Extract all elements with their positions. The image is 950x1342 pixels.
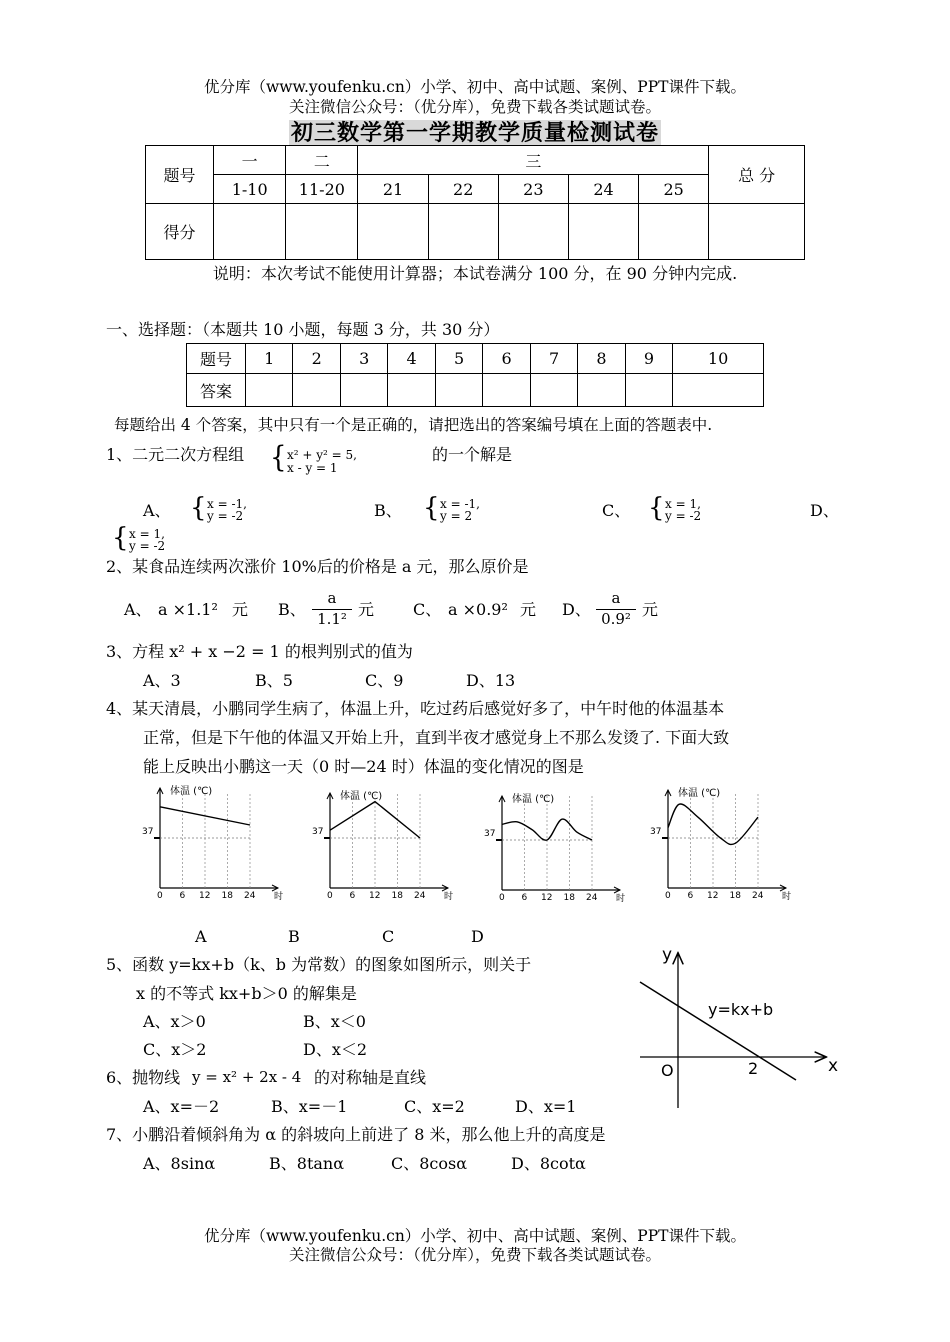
q4-option-d[interactable]: D bbox=[471, 927, 484, 946]
graph-x-tick: 24 bbox=[752, 891, 764, 901]
page-title-text: 初三数学第一学期教学质量检测试卷 bbox=[290, 120, 659, 146]
section-1-title: 一、选择题：（本题共 10 小题，每题 3 分，共 30 分） bbox=[106, 320, 500, 339]
q1-option-a-x: x = -1, bbox=[207, 497, 247, 511]
q4-line-3: 能上反映出小鹏这一天（0 时—24 时）体温的变化情况的图是 bbox=[143, 757, 584, 776]
graph-x-tick: 12 bbox=[707, 891, 719, 901]
q6-option-b[interactable]: B、x=－1 bbox=[271, 1097, 348, 1116]
graph-x-tick: 24 bbox=[244, 891, 256, 901]
q5-label-y: y bbox=[662, 945, 673, 965]
q2-option-d-numerator: a bbox=[611, 589, 621, 607]
graph-x-tick: 0 bbox=[157, 891, 163, 901]
q6-option-d[interactable]: D、x=1 bbox=[515, 1097, 577, 1116]
q1-option-b-x: x = -1, bbox=[440, 497, 480, 511]
answer-table-number: 1 bbox=[246, 344, 293, 374]
graph-x-tick: 0 bbox=[665, 891, 671, 901]
q7-option-d[interactable]: D、8cotα bbox=[511, 1154, 586, 1173]
q1-option-d-y: y = -2 bbox=[129, 539, 166, 553]
graph-x-tick: 24 bbox=[586, 893, 598, 903]
instructions: 说明：本次考试不能使用计算器；本试卷满分 100 分，在 90 分钟内完成. bbox=[212, 264, 738, 283]
q4-option-b[interactable]: B bbox=[288, 927, 300, 946]
graph-x-tick: 18 bbox=[221, 891, 233, 901]
header-line-1: 优分库（www.youfenku.cn）小学、初中、高中试题、案例、PPT课件下载。 bbox=[203, 78, 747, 96]
q5-option-c[interactable]: C、x＞2 bbox=[143, 1040, 207, 1059]
q1-option-a-brace: { bbox=[190, 493, 207, 523]
footer-line-2: 关注微信公众号：（优分库），免费下载各类试题试卷。 bbox=[288, 1246, 661, 1264]
q3-option-c[interactable]: C、9 bbox=[365, 671, 404, 690]
score-table-sub: 25 bbox=[639, 175, 709, 204]
score-table-section-1: 一 bbox=[214, 146, 286, 175]
q2-option-b-unit: 元 bbox=[358, 600, 375, 619]
q3-option-a[interactable]: A、3 bbox=[143, 671, 181, 690]
q6-expr: y = x² + 2x - 4 bbox=[192, 1068, 302, 1086]
q2-option-d-denominator: 0.9² bbox=[596, 609, 636, 628]
q5-graph bbox=[630, 940, 850, 1120]
score-table-total: 总 分 bbox=[709, 146, 805, 204]
graph-x-label: 时 bbox=[444, 892, 454, 902]
q3-stem: 3、方程 x² + x −2 = 1 的根判别式的值为 bbox=[106, 642, 413, 661]
graph-x-tick: 0 bbox=[499, 893, 505, 903]
q7-stem: 7、小鹏沿着倾斜角为 α 的斜坡向上前进了 8 米，那么他上升的高度是 bbox=[106, 1125, 606, 1144]
graph-x-tick: 6 bbox=[521, 893, 528, 903]
q1-option-c-label: C、 bbox=[602, 501, 631, 520]
q1-brace: { bbox=[270, 441, 287, 475]
score-table-section-3: 三 bbox=[358, 146, 709, 175]
q5-line-2: x 的不等式 kx+b＞0 的解集是 bbox=[136, 984, 357, 1003]
graph-x-tick: 18 bbox=[391, 891, 403, 901]
q3-option-b[interactable]: B、5 bbox=[255, 671, 293, 690]
score-table-sub: 24 bbox=[568, 175, 638, 204]
q2-option-d-label: D、 bbox=[562, 600, 591, 619]
q2-option-a-unit: 元 bbox=[232, 600, 249, 619]
q7-option-a[interactable]: A、8sinα bbox=[143, 1154, 216, 1173]
q6-stem-end: 的对称轴是直线 bbox=[314, 1068, 427, 1087]
header-line-2: 关注微信公众号：（优分库），免费下载各类试题试卷。 bbox=[288, 98, 661, 116]
q1-option-c-x: x = 1, bbox=[665, 497, 701, 511]
q1-option-c-brace: { bbox=[648, 493, 665, 523]
answer-table-number: 3 bbox=[340, 344, 387, 374]
q1-option-a-label: A、 bbox=[143, 501, 171, 520]
score-table-sub: 1-10 bbox=[214, 175, 286, 204]
graph-x-label: 时 bbox=[274, 892, 284, 902]
graph-y-label: 体温 (℃) bbox=[170, 786, 213, 797]
q2-option-c-label: C、 bbox=[413, 600, 442, 619]
q1-option-d-brace: { bbox=[112, 523, 129, 553]
graph-label-37: 37 bbox=[650, 827, 662, 837]
q5-line-1: 5、函数 y=kx+b（k、b 为常数）的图象如图所示，则关于 bbox=[106, 955, 532, 974]
q2-option-c-unit: 元 bbox=[520, 600, 537, 619]
q2-option-a-label: A、 bbox=[124, 600, 152, 619]
graph-y-label: 体温 (℃) bbox=[678, 788, 721, 799]
q1-option-d-x: x = 1, bbox=[129, 527, 165, 541]
score-table-sub: 11-20 bbox=[286, 175, 358, 204]
q3-option-d[interactable]: D、13 bbox=[466, 671, 516, 690]
graph-x-label: 时 bbox=[616, 894, 626, 904]
answer-table-label-number: 题号 bbox=[187, 344, 246, 374]
q2-option-a[interactable]: a ×1.1² bbox=[158, 600, 218, 619]
q6-stem: 6、抛物线 bbox=[106, 1068, 181, 1087]
q2-stem: 2、某食品连续两次涨价 10%后的价格是 a 元，那么原价是 bbox=[106, 557, 529, 576]
footer-line-1: 优分库（www.youfenku.cn）小学、初中、高中试题、案例、PPT课件下载。 bbox=[203, 1227, 747, 1245]
answer-table-number: 8 bbox=[578, 344, 625, 374]
q7-option-c[interactable]: C、8cosα bbox=[391, 1154, 468, 1173]
score-table-label-number: 题号 bbox=[146, 146, 214, 204]
q5-option-a[interactable]: A、x＞0 bbox=[143, 1012, 206, 1031]
score-table-label-score: 得分 bbox=[146, 204, 214, 260]
q2-option-d-unit: 元 bbox=[642, 600, 659, 619]
graph-x-tick: 12 bbox=[541, 893, 553, 903]
q4-line-2: 正常，但是下午他的体温又开始上升，直到半夜才感觉身上不那么发烫了. 下面大致 bbox=[143, 728, 730, 747]
answer-table-number: 6 bbox=[483, 344, 530, 374]
answer-note: 每题给出 4 个答案，其中只有一个是正确的，请把选出的答案编号填在上面的答题表中. bbox=[114, 416, 713, 434]
graph-label-37: 37 bbox=[484, 829, 496, 839]
answer-table-number: 7 bbox=[530, 344, 577, 374]
graph-x-label: 时 bbox=[782, 892, 792, 902]
q1-stem-end: 的一个解是 bbox=[432, 445, 513, 464]
score-table-sub: 22 bbox=[428, 175, 498, 204]
score-table-section-2: 二 bbox=[286, 146, 358, 175]
q1-option-b-label: B、 bbox=[374, 501, 402, 520]
answer-table-number: 9 bbox=[625, 344, 672, 374]
graph-x-tick: 18 bbox=[729, 891, 741, 901]
answer-table-number: 4 bbox=[388, 344, 435, 374]
answer-table-number: 10 bbox=[673, 344, 764, 374]
graph-x-tick: 6 bbox=[349, 891, 356, 901]
graph-x-tick: 0 bbox=[327, 891, 333, 901]
q1-option-b-brace: { bbox=[423, 493, 440, 523]
q2-option-b-numerator: a bbox=[327, 589, 337, 607]
graph-label-37: 37 bbox=[142, 827, 154, 837]
q5-label-two: 2 bbox=[748, 1059, 759, 1078]
q2-option-b-denominator: 1.1² bbox=[312, 609, 352, 628]
q5-option-b[interactable]: B、x＜0 bbox=[303, 1012, 366, 1031]
q2-option-b-label: B、 bbox=[278, 600, 306, 619]
graph-x-tick: 12 bbox=[369, 891, 381, 901]
score-table-sub: 23 bbox=[498, 175, 568, 204]
q4-option-c[interactable]: C bbox=[382, 927, 395, 946]
q1-option-a-y: y = -2 bbox=[207, 509, 244, 523]
q1-option-d-label: D、 bbox=[810, 501, 839, 520]
answer-table-number: 5 bbox=[435, 344, 482, 374]
answer-table-label-answer: 答案 bbox=[187, 374, 246, 407]
graph-x-tick: 24 bbox=[414, 891, 426, 901]
q4-line-1: 4、某天清晨，小鹏同学生病了，体温上升，吃过药后感觉好多了，中午时他的体温基本 bbox=[106, 699, 725, 718]
graph-y-label: 体温 (℃) bbox=[512, 794, 555, 805]
q1-option-c-y: y = -2 bbox=[665, 509, 702, 523]
graph-x-tick: 6 bbox=[687, 891, 694, 901]
q5-option-d[interactable]: D、x＜2 bbox=[303, 1040, 368, 1059]
q4-option-a[interactable]: A bbox=[195, 927, 207, 946]
q1-eq1: x² + y² = 5, bbox=[287, 448, 357, 462]
graph-x-tick: 6 bbox=[179, 891, 186, 901]
graph-x-tick: 18 bbox=[563, 893, 575, 903]
score-table-sub: 21 bbox=[358, 175, 428, 204]
q6-option-c[interactable]: C、x=2 bbox=[404, 1097, 465, 1116]
q5-label-line: y=kx+b bbox=[708, 1000, 774, 1019]
q6-option-a[interactable]: A、x=－2 bbox=[143, 1097, 220, 1116]
q7-option-b[interactable]: B、8tanα bbox=[269, 1154, 345, 1173]
graph-y-label: 体温 (℃) bbox=[340, 791, 383, 802]
graph-label-37: 37 bbox=[312, 827, 324, 837]
answer-table-number: 2 bbox=[293, 344, 340, 374]
q1-stem: 1、二元二次方程组 bbox=[106, 445, 245, 464]
q5-label-x: x bbox=[828, 1056, 839, 1076]
q2-option-c[interactable]: a ×0.9² bbox=[448, 600, 508, 619]
q1-option-b-y: y = 2 bbox=[440, 509, 473, 523]
q1-eq2: x - y = 1 bbox=[287, 461, 338, 475]
q5-label-origin: O bbox=[661, 1061, 674, 1080]
graph-x-tick: 12 bbox=[199, 891, 211, 901]
